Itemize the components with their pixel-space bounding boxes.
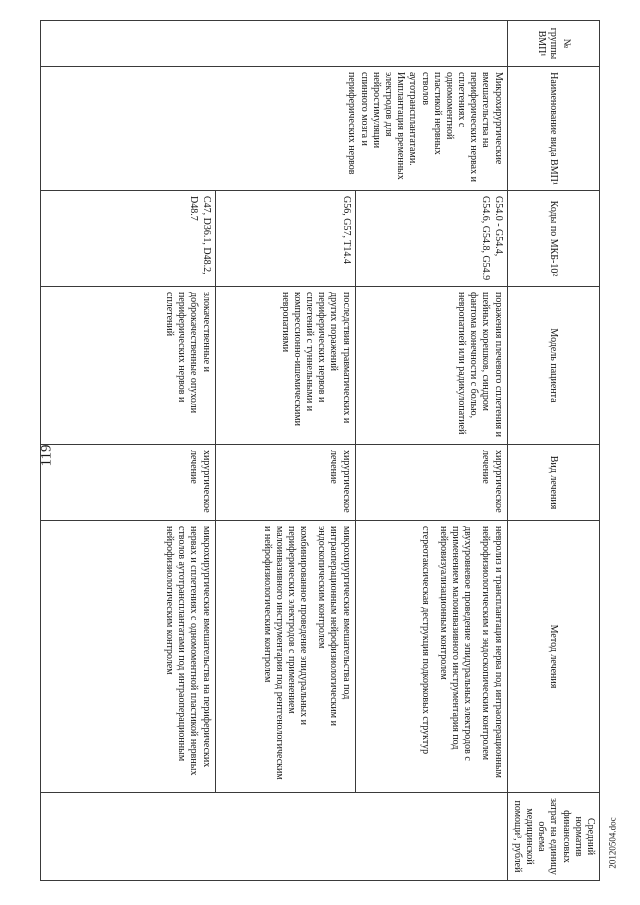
method-line: комбинированное проведение эпидуральных и периферических электродов с применением малоинвазивного инструментария под рентгенологическим и нейрофизиологическим контролем	[261, 526, 310, 780]
method-line: невролиз и трансплантация нерва под интраоперационным нейрофизиологическим и эндоскопическим контролем	[480, 526, 504, 778]
cell-type: хирургическое лечение	[215, 445, 355, 521]
header-cost: Средний норматив финансовых затрат на единицу объема медицинской помощи³, рублей	[507, 793, 599, 881]
cell-type: хирургическое лечение	[41, 445, 216, 521]
name-line: Имплантация временных электродов для нейростимуляции спинного мозга и периферических нервов	[346, 72, 407, 180]
cell-method	[215, 521, 355, 793]
vmp-table	[40, 20, 600, 881]
table-row	[355, 21, 507, 881]
method-line: двухуровневое проведение эпидуральных электродов с применением малоинвазивного инструментария под нейровизуализационным контролем	[437, 526, 474, 761]
cell-cost	[41, 793, 508, 881]
header-codes: Коды по МКБ-10²	[507, 191, 599, 287]
cell-model: поражения плечевого сплетения и шейных корешков, синдром фантома конечности с болью, невропатией или радикулопатией	[355, 287, 507, 445]
method-line: микрохирургические вмешательства под интраоперационным нейрофизиологическим и эндоскопическим контролем	[316, 526, 352, 726]
cell-group	[41, 21, 508, 67]
cell-type: хирургическое лечение	[355, 445, 507, 521]
method-line: стереотаксическая деструкция подкорковых структур	[419, 526, 431, 755]
page-number: 119	[38, 444, 55, 467]
cell-codes: C47, D36.1, D48.2, D48.7	[41, 191, 216, 287]
cell-model: злокачественные и доброкачественные опухоли периферических нервов и сплетений	[41, 287, 216, 445]
cell-codes: G54.0 - G54.4, G54.6, G54.8, G54.9	[355, 191, 507, 287]
cell-method	[355, 521, 507, 793]
header-model: Модель пациента	[507, 287, 599, 445]
rotated-page	[40, 20, 600, 880]
name-line: Микрохирургические вмешательства на периферических нервах и сплетениях с одномоментной пластикой нервных стволов аутотрансплантатами.	[407, 72, 504, 182]
method-line: микрохирургические вмешательства на периферических нервах и сплетениях с одномоментной пластикой нервных стволов аутотрансплантатами под интраоперационным нейрофизиологическим контролем	[164, 526, 212, 776]
cell-method	[41, 521, 216, 793]
header-name: Наименование вида ВМП¹	[507, 67, 599, 191]
header-type: Вид лечения	[507, 445, 599, 521]
document-footer: 20120504.doc	[607, 817, 618, 869]
header-method: Метод лечения	[507, 521, 599, 793]
cell-codes: G56, G57, T14.4	[215, 191, 355, 287]
cell-name	[41, 67, 508, 191]
header-group: № группы ВМП¹	[507, 21, 599, 67]
table-header-row	[507, 21, 599, 881]
cell-model: последствия травматических и других поражений периферических нервов и сплетений с туннельными и компрессионно-ишемическими невропатиями	[215, 287, 355, 445]
